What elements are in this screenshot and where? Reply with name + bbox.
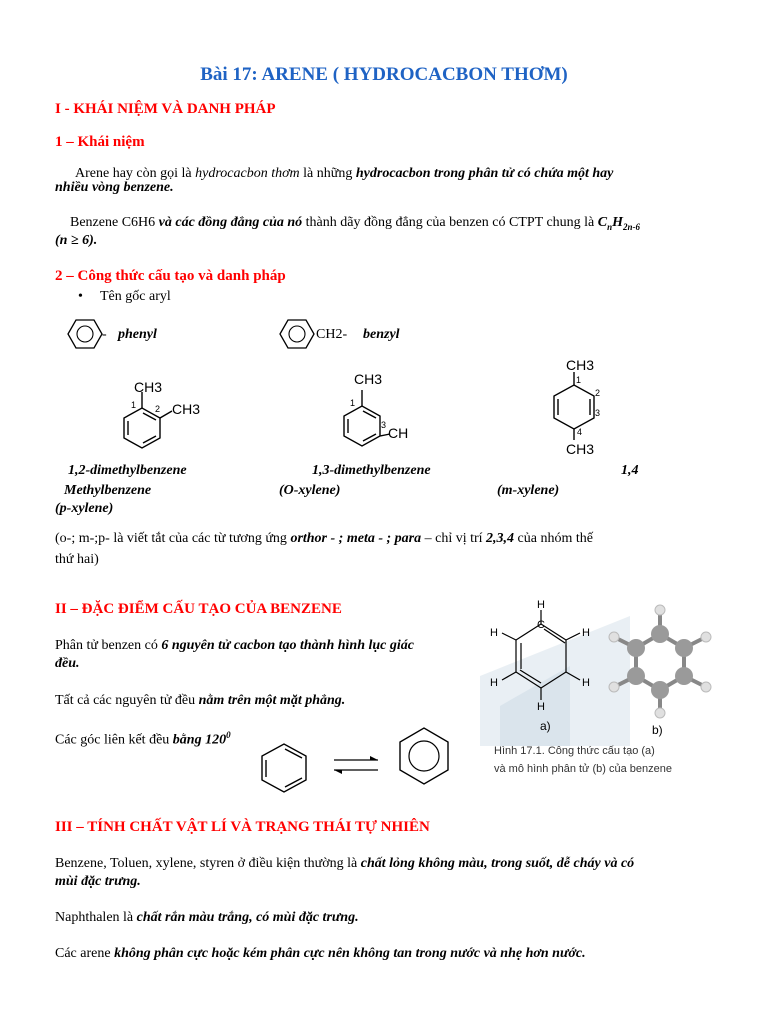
atom-label: H (582, 627, 590, 639)
homolog-line-1 (70, 215, 640, 235)
position-number: 2 (155, 404, 161, 414)
name-m-xylene: (m-xylene) (497, 483, 560, 498)
section-2-heading: II – ĐẶC ĐIỂM CẤU TẠO CỦA BENZENE (55, 601, 342, 617)
text: 2,3,4 (486, 531, 515, 546)
kekule-ring (262, 744, 306, 792)
p-xylene-structure (540, 352, 630, 462)
position-number: 2 (595, 388, 601, 398)
phenyl-label: phenyl (118, 327, 157, 342)
text: không phân cực hoặc kém phân cực nên không tan trong nước và nhẹ hơn nước. (114, 946, 586, 961)
text: là những (299, 166, 356, 181)
aromatic-ring (400, 728, 448, 784)
figure-label-a: a) (540, 719, 551, 733)
benzene-resonance-diagram (252, 720, 472, 800)
text: hydrocacbon trong phân tử có chứa một hay (355, 166, 614, 181)
formula-part: n (607, 221, 613, 232)
section-1-heading: I - KHÁI NIỆM VÀ DANH PHÁP (55, 101, 276, 117)
text: Các góc liên kết đều (55, 732, 173, 748)
atom-label: C (537, 619, 545, 631)
text: Tất cả các nguyên tử đều (55, 693, 199, 708)
name-o-xylene: (O-xylene) (279, 483, 341, 498)
position-number: 1 (350, 398, 356, 408)
name-1-4: 1,4 (621, 463, 639, 478)
formula-part: C (597, 215, 608, 230)
ch3-label: CH3 (354, 371, 383, 387)
angle-line (55, 728, 231, 748)
text: – chỉ vị trí (421, 531, 487, 546)
text: (o-; m-;p- là viết tắt của các từ tương ứng (55, 531, 291, 546)
ch3-label: CH3 (566, 357, 595, 373)
position-number: 3 (595, 408, 601, 418)
text: Benzene C6H6 (70, 215, 159, 230)
text: và các đồng đẳng của nó (158, 215, 303, 230)
atom-label: H (537, 599, 545, 611)
subsection-1-heading: 1 – Khái niệm (55, 134, 145, 150)
text: hydrocacbon thơm (195, 166, 300, 181)
bullet-dot: • (78, 289, 83, 304)
definition-line-2: nhiều vòng benzene. (55, 180, 174, 195)
ch3-label: CH3 (172, 401, 201, 417)
note-line-2: thứ hai) (55, 552, 99, 567)
m-xylene-structure (330, 368, 430, 458)
physical-line-1 (55, 856, 634, 871)
page-title: Bài 17: ARENE ( HYDROCACBON THƠM) (200, 64, 568, 85)
naphthalene-line (55, 910, 359, 925)
text: nằm trên một mặt phẳng. (198, 693, 346, 708)
text: của nhóm thế (514, 531, 593, 546)
formula-part: 2n-6 (623, 221, 641, 232)
ch3-label: CH3 (566, 441, 595, 457)
formula (598, 215, 640, 230)
atom-label: H (537, 701, 545, 713)
ch3-label: CH3 (134, 379, 163, 395)
name-methylbenzene: Methylbenzene (64, 483, 152, 498)
benzyl-ring-icon (272, 316, 322, 352)
text: chất rắn màu trắng, có mùi đặc trưng. (136, 910, 359, 925)
formula-part: H (612, 215, 624, 230)
text: 6 nguyên tử cacbon tạo thành hình lục giác (161, 638, 414, 653)
position-number: 4 (577, 427, 583, 437)
name-1-3-dimethyl: 1,3-dimethylbenzene (312, 463, 431, 478)
note-line-1 (55, 531, 593, 546)
position-number: 3 (381, 420, 387, 430)
atom-label: H (582, 677, 590, 689)
position-number: 1 (576, 375, 582, 385)
homolog-line-2: (n ≥ 6). (55, 233, 98, 248)
superscript: 0 (226, 730, 231, 740)
structure-line-2: đều. (55, 656, 80, 671)
section-3-heading: III – TÍNH CHẤT VẬT LÍ VÀ TRẠNG THÁI TỰ NHIÊN (55, 819, 430, 835)
ch-label: CH (388, 425, 409, 441)
benzyl-label: benzyl (363, 327, 400, 342)
figure-caption-2: và mô hình phân tử (b) của benzene (494, 763, 672, 775)
solubility-line (55, 946, 586, 961)
physical-line-2: mùi đặc trưng. (55, 874, 141, 889)
planar-line (55, 693, 345, 708)
name-1-2-dimethyl: 1,2-dimethylbenzene (68, 463, 187, 478)
text: chất lỏng không màu, trong suốt, dễ cháy và có (360, 856, 635, 871)
text: bằng 120 (172, 732, 227, 748)
text: Phân tử benzen có (55, 638, 162, 653)
position-number: 1 (131, 400, 137, 410)
subsection-2-heading: 2 – Công thức cấu tạo và danh pháp (55, 268, 286, 284)
name-p-xylene: (p-xylene) (55, 501, 114, 516)
text: Naphthalen là (55, 910, 137, 925)
definition-line-1 (75, 166, 613, 181)
structure-line-1 (55, 638, 414, 653)
figure-label-b: b) (652, 723, 663, 737)
o-xylene-structure (110, 370, 220, 460)
phenyl-dash: - (102, 327, 107, 342)
text: Benzene, Toluen, xylene, styren ở điều kiện thường là (55, 856, 361, 871)
bullet-aryl: Tên gốc aryl (100, 289, 171, 304)
text: Arene hay còn gọi là (75, 166, 196, 181)
atom-label: H (490, 677, 498, 689)
benzyl-group: CH2- (316, 327, 348, 342)
figure-caption-1: Hình 17.1. Công thức cấu tạo (a) (494, 745, 655, 757)
atom-label: H (490, 627, 498, 639)
figure-17-1 (480, 596, 720, 782)
text: Các arene (55, 946, 115, 961)
text: orthor - ; meta - ; para (290, 531, 422, 546)
text: thành dãy đồng đẳng của benzen có CTPT chung là (302, 215, 598, 230)
